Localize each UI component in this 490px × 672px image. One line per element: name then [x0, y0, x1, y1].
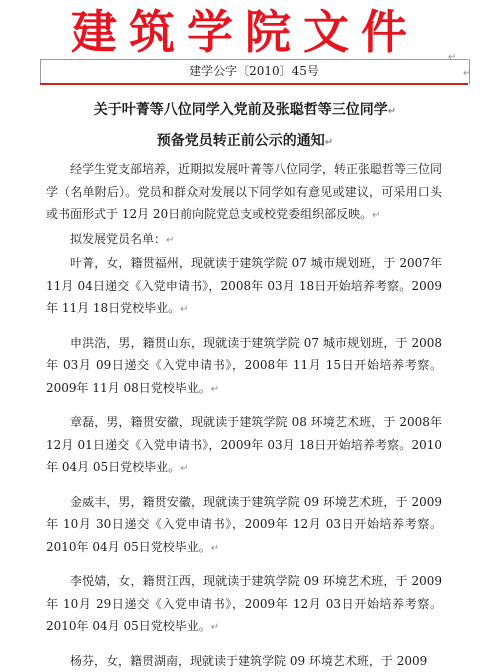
member-entry: [46, 252, 442, 322]
return-mark-icon: ↵: [372, 210, 380, 221]
masthead: [0, 4, 490, 60]
member-entry: [46, 332, 442, 402]
member-entry: [46, 491, 442, 561]
member-text: 章磊，男，籍贯安徽，现就读于建筑学院 08 环境艺术班，于 2008年 12月 01日递交《入党申请书》，2009年 03月 18日开始培养考察。2010年 04月 05日党校毕业。: [46, 415, 442, 474]
member-entry: [46, 570, 442, 640]
list-heading-text: 拟发展党员名单：: [70, 232, 166, 246]
return-mark-icon: ↵: [211, 543, 219, 554]
notice-title-line-1: [0, 100, 490, 122]
notice-title-line-2: [0, 131, 490, 153]
member-entry: [46, 650, 442, 672]
return-mark-icon: ↵: [388, 106, 396, 117]
return-mark-icon: ↵: [211, 384, 219, 395]
member-text: 杨芬，女，籍贯湖南，现就读于建筑学院 09 环境艺术班，于 2009: [70, 654, 427, 668]
doc-number: 建学公字〔2010〕45号: [40, 63, 468, 79]
member-text: 李悦婧，女，籍贯江西，现就读于建筑学院 09 环境艺术班，于 2009年 10月 29日递交《入党申请书》，2009年 12月 03日开始培养考察。2010年 04月 05日党校毕业。: [46, 574, 442, 633]
return-mark-icon: ↵: [211, 622, 219, 633]
return-mark-icon: ↵: [166, 235, 174, 246]
list-heading: [46, 228, 442, 253]
divider-top: [40, 59, 468, 60]
member-text: 叶菁，女，籍贯福州，现就读于建筑学院 07 城市规划班，于 2007年 11月 04日递交《入党申请书》，2008年 03月 18日开始培养考察。2009年 11月 18日党校毕业。: [46, 256, 442, 315]
notice-body: [46, 158, 442, 672]
intro-text: 经学生党支部培养，近期拟发展叶菁等八位同学，转正张聪哲等三位同学（名单附后）。党员和群众对发展以下同学如有意见或建议，可采用口头或书面形式于 12月 20日前向院党总支或校党委组织部反映。: [46, 162, 442, 221]
return-mark-icon: ↵: [463, 68, 471, 79]
title-line-2-text: 预备党员转正前公示的通知: [157, 133, 325, 149]
title-line-1-text: 关于叶菁等八位同学入党前及张聪哲等三位同学: [94, 102, 388, 118]
return-mark-icon: ↵: [180, 304, 188, 315]
return-mark-icon: ↵: [325, 137, 333, 148]
red-divider: [40, 83, 468, 85]
member-entry: [46, 411, 442, 481]
return-mark-icon: ↵: [180, 463, 188, 474]
intro-paragraph: [46, 158, 442, 228]
member-text: 申洪浩，男，籍贯山东，现就读于建筑学院 07 城市规划班，于 2008年 03月 09日递交《入党申请书》，2008年 11月 15日开始培养考察。2009年 11月 08日党校毕业。: [46, 336, 442, 395]
member-text: 金威丰，男，籍贯安徽，现就读于建筑学院 09 环境艺术班，于 2009年 10月 30日递交《入党申请书》，2009年 12月 03日开始培养考察。2010年 04月 05日党校毕业。: [46, 495, 442, 554]
return-mark-icon: ↵: [448, 30, 456, 86]
masthead-title: 建筑学院文件: [71, 5, 419, 59]
